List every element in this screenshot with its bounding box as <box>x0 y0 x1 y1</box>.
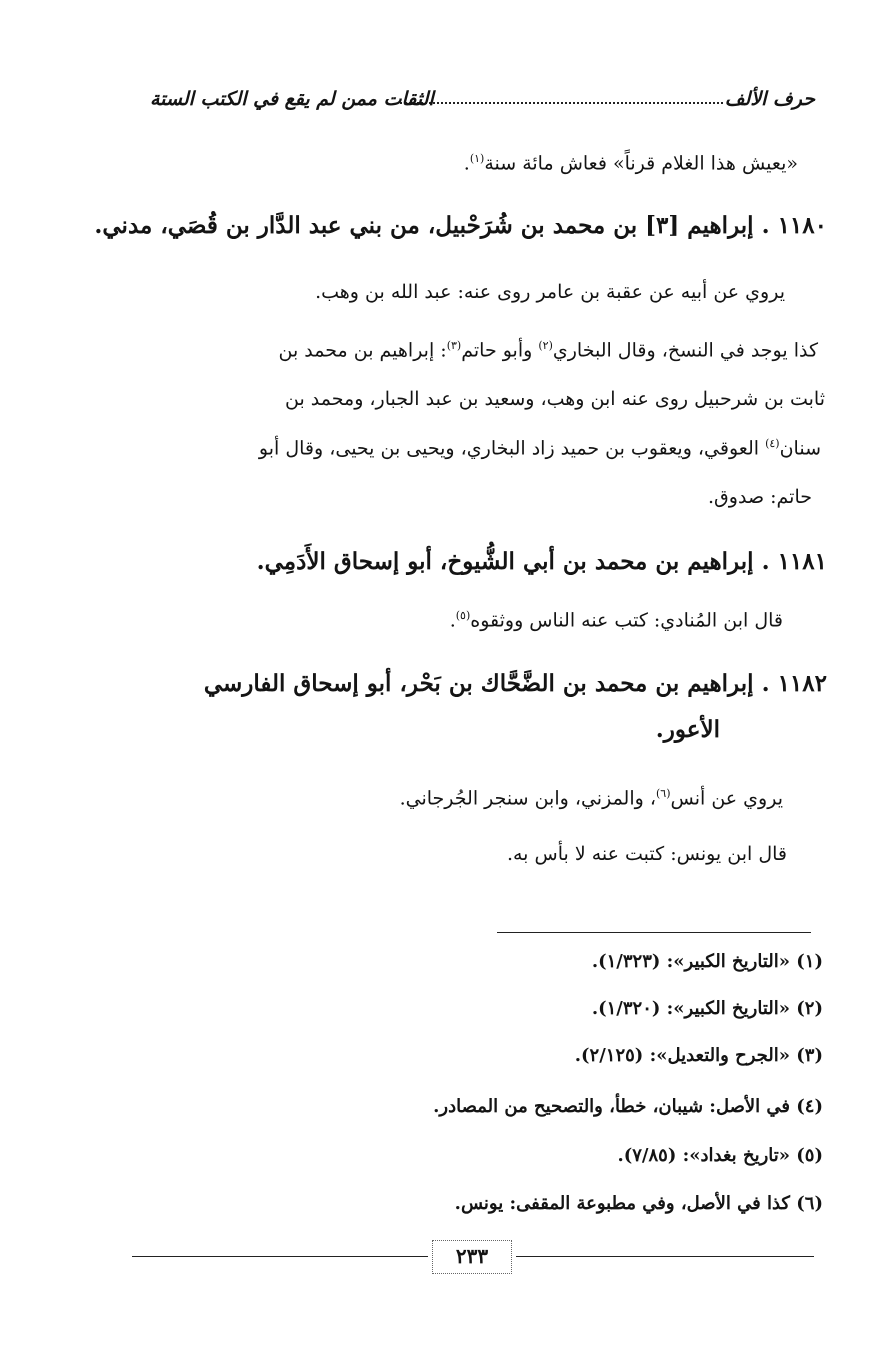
entry-number: ١١٨١ . <box>761 548 827 575</box>
footnote-3: (٣) «الجرح والتعديل»: (٢/١٢٥). <box>574 1045 823 1066</box>
body-line: قال ابن المُنادي: كتب عنه الناس ووثقوه$^{(٥)}$. <box>449 609 783 632</box>
footnote-5: (٥) «تاريخ بغداد»: (٧/٨٥). <box>617 1145 823 1166</box>
body-line: كذا يوجد في النسخ، وقال البخاري$^{(٢)}$ وأبو حاتم$^{(٣)}$: إبراهيم بن محمد بن <box>278 339 818 362</box>
entry-heading-1182 <box>204 670 827 697</box>
body-line: حاتم: صدوق. <box>708 486 812 508</box>
body-line: سنان$^{(٤)}$ العوقي، ويعقوب بن حميد زاد البخاري، ويحيى بن يحيى، وقال أبو <box>258 437 821 460</box>
footnote-ref: (١) <box>469 152 485 165</box>
body-line: «يعيش هذا الغلام قرناً» فعاش مائة سنة$^{(١)}$. <box>463 152 798 175</box>
header-chapter: حرف الألف <box>724 88 815 110</box>
body-line: قال ابن يونس: كتبت عنه لا بأس به. <box>506 843 787 865</box>
entry-number: ١١٨٠ . <box>761 212 827 239</box>
body-line: يروي عن أنس$^{(٦)}$، والمزني، وابن سنجر الجُرجاني. <box>399 787 783 810</box>
entry-title: إبراهيم بن محمد بن الضَّحَّاك بن بَحْر، أبو إسحاق الفارسي <box>203 670 754 697</box>
entry-heading-1181 <box>257 548 827 575</box>
body-line: يروي عن أبيه عن عقبة بن عامر روى عنه: عبد الله بن وهب. <box>315 281 785 303</box>
page-number: ٢٣٣ <box>432 1240 512 1274</box>
body-line: ثابت بن شرحبيل روى عنه ابن وهب، وسعيد بن عبد الجبار، ومحمد بن <box>285 388 825 410</box>
footnote-6: (٦) كذا في الأصل، وفي مطبوعة المقفى: يونس. <box>454 1193 823 1214</box>
entry-heading-1182-cont: الأعور. <box>655 716 720 743</box>
footnote-separator <box>497 932 811 933</box>
footnote-4: (٤) في الأصل: شيبان، خطأ، والتصحيح من المصادر. <box>433 1096 823 1117</box>
footnote-ref: (٢) <box>538 339 553 352</box>
entry-title: إبراهيم بن محمد بن أبي الشُّيوخ، أبو إسحاق الأَدَمِي. <box>256 548 754 575</box>
entry-title: إبراهيم [٣] بن محمد بن شُرَحْبيل، من بني عبد الدَّار بن قُصَي، مدني. <box>94 212 754 239</box>
footnote-ref: (٣) <box>446 339 462 352</box>
footnote-2: (٢) «التاريخ الكبير»: (١/٣٢٠). <box>591 998 823 1019</box>
footnote-ref: (٤) <box>765 437 780 450</box>
bottom-rule-right <box>516 1256 814 1257</box>
running-header <box>150 88 815 122</box>
footnote-ref: (٥) <box>455 609 471 622</box>
header-book-title: الثقات ممن لم يقع في الكتب الستة <box>150 88 434 110</box>
entry-heading-1180 <box>94 212 827 239</box>
footnote-ref: (٦) <box>655 787 671 800</box>
bottom-rule-left <box>132 1256 428 1257</box>
entry-number: ١١٨٢ . <box>761 670 827 697</box>
header-dot-leader <box>400 102 723 104</box>
footnote-1: (١) «التاريخ الكبير»: (١/٣٢٣). <box>591 951 823 972</box>
